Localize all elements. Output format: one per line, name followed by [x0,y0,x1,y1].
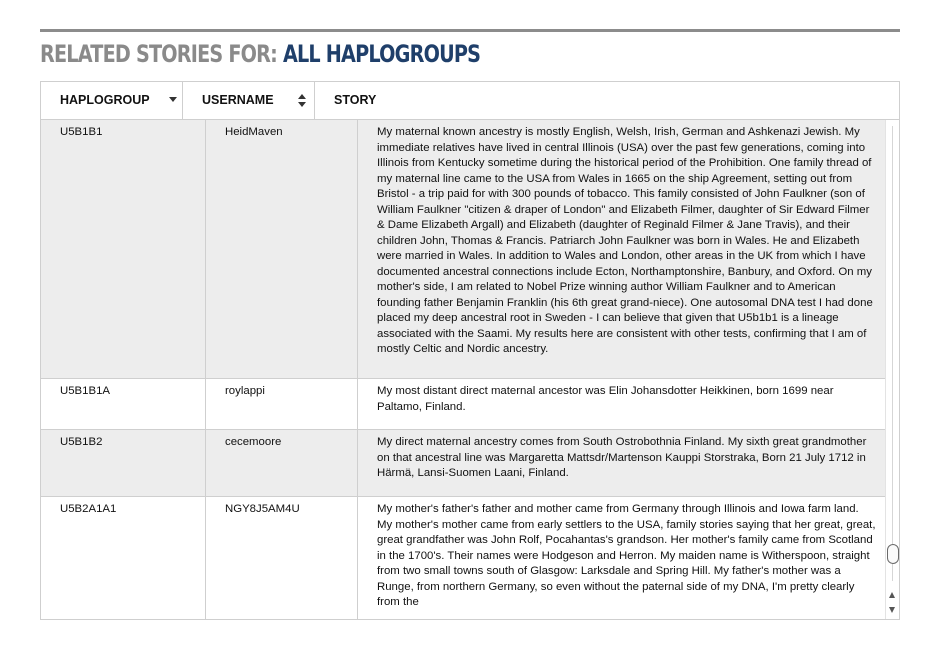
username-cell[interactable]: roylappi [205,379,357,429]
story-cell: My mother's father's father and mother came from Germany through Illinois and Iowa farm land. My mother's mother came from early settlers to the USA, family stories saying that her great, great, great grandfather was John Rolf, Pocahantas's grandson. Her mother's family came from Scotland in the 1700's. Their names were Hodgeson and Herron. My maiden name is Witherspoon, straight from two small towns south of Glasgow: Larksdale and Spring Hill. My father's mother was a Runge, from northern Germany, so even without the paternal side of my DNA, I'm pretty clearly from the [357,497,885,620]
username-cell[interactable]: NGY8J5AM4U [205,497,357,620]
story-header-label: STORY [334,93,377,107]
scroll-up-arrow-icon[interactable] [889,592,895,598]
table-header [40,81,900,120]
haplogroup-cell: U5B1B1 [60,126,103,138]
page-title [40,40,480,74]
haplogroup-cell: U5B1B2 [60,436,103,448]
haplogroup-cell: U5B2A1A1 [60,503,117,515]
table-row [41,120,885,379]
username-column-header[interactable] [183,82,315,119]
sort-toggle-icon [298,94,306,108]
haplogroup-cell: U5B1B1A [60,385,111,397]
stories-table [40,81,900,620]
username-cell[interactable]: HeidMaven [205,120,357,378]
table-row [41,430,885,497]
vertical-scrollbar[interactable] [885,120,900,619]
table-row [41,497,885,620]
sort-descending-icon [169,97,177,102]
haplogroup-header-label: HAPLOGROUP [60,93,150,107]
scroll-down-arrow-icon[interactable] [889,607,895,613]
username-cell[interactable]: cecemoore [205,430,357,496]
story-cell: My direct maternal ancestry comes from South Ostrobothnia Finland. My sixth great grandmother on that ancestral line was Margaretta Mattsdr/Martenson Kauppi Storstraka, Born 21 July 1712 in Härmä, Lansi-Suomen Laani, Finland. [357,430,885,496]
scrollbar-thumb[interactable] [887,544,899,564]
scrollbar-track [892,126,893,581]
top-divider [40,29,900,32]
haplogroup-column-header[interactable] [41,82,183,119]
username-header-label: USERNAME [202,93,274,107]
story-column-header [315,82,899,119]
table-row [41,379,885,430]
title-haplogroup-filter: ALL HAPLOGROUPS [282,40,481,68]
story-cell: My maternal known ancestry is mostly English, Welsh, Irish, German and Ashkenazi Jewish. My immediate relatives have lived in central Illinois (USA) over the past few generations, coming into Illinois from Kentucky sometime during the historical period of the Prohibition. One family thread of my maternal line came to the USA from Wales in 1665 on the ship Agreement, setting out from Bristol - a trip paid for with 300 pounds of tobacco. This family consisted of John Faulkner (son of William Faulkner "citizen & draper of London" and Elizabeth Filmer, daughter of Sir Edward Filmer & Dame Elizabeth Argall) and Elizabeth (daughter of Reginald Filmer & Jane Travis), and their children John, Thomas & Francis. Patriarch John Faulkner was born in Wales. He and Elizabeth were married in Wales. In addition to Wales and London, other areas in the UK from which I have documented ancestral connections include Ecton, Northamptonshire, Banbury, and Oxford. On my mother's side, I am related to Nobel Prize winning author William Faulkner and to American founding father Benjamin Franklin (his 6th great grand-niece). One autosomal DNA test I had done placed my deep ancestral root in Sweden - I can believe that given that U5b1b1 is a lineage associated with the Saami. My results here are consistent with other tests, confirming that I am of mostly Celtic and Nordic ancestry. [357,120,885,378]
title-prefix: RELATED STORIES FOR: [40,40,278,68]
story-cell: My most distant direct maternal ancestor was Elin Johansdotter Heikkinen, born 1699 near Paltamo, Finland. [357,379,885,429]
table-body[interactable] [40,120,900,620]
